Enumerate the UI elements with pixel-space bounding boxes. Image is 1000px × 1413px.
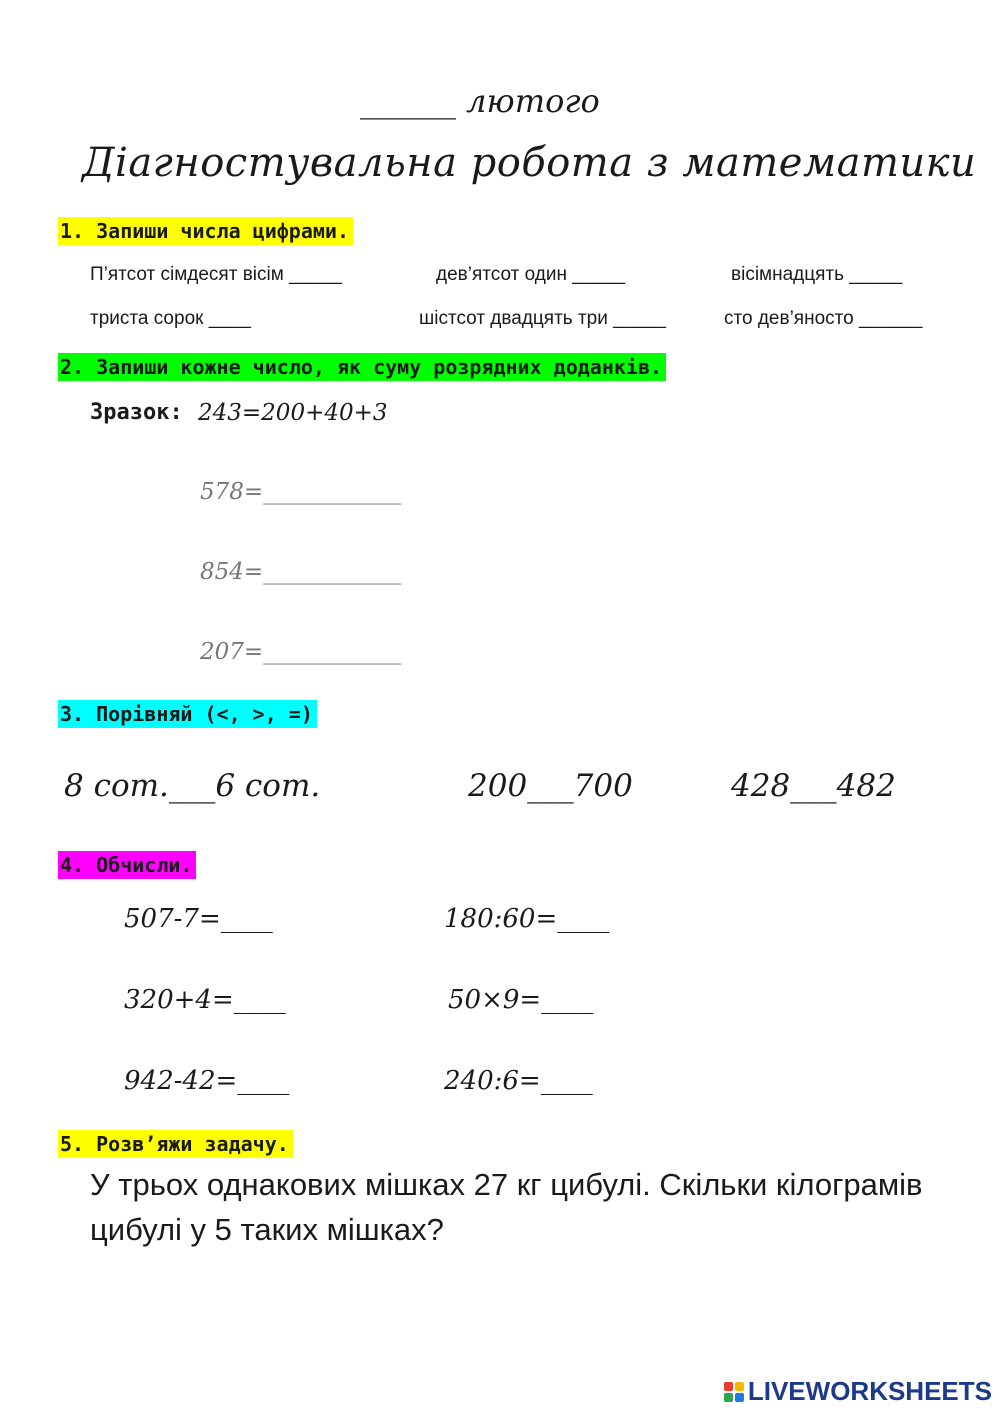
- section-3-heading: 3. Порівняй (<, >, =): [58, 700, 317, 728]
- section-4-heading: 4. Обчисли.: [58, 851, 196, 879]
- calculation-item[interactable]: 320+4=____: [124, 985, 286, 1015]
- example-expression: 243=200+40+3: [198, 400, 388, 426]
- comparison-item[interactable]: 8 сот.___6 сот.: [64, 768, 321, 804]
- expansion-exercise[interactable]: 207=____________: [200, 639, 402, 665]
- calculation-item[interactable]: 507-7=____: [124, 904, 273, 934]
- logo-mark-icon: [724, 1382, 744, 1402]
- worksheet-title: Діагностувальна робота з математики: [82, 140, 977, 186]
- number-word-item[interactable]: шістсот двадцять три _____: [419, 308, 666, 329]
- calculation-item[interactable]: 180:60=____: [444, 904, 610, 934]
- number-word-item[interactable]: триста сорок ____: [90, 308, 251, 329]
- logo-square: [724, 1382, 733, 1391]
- comparison-item[interactable]: 200___700: [468, 768, 633, 804]
- comparison-item[interactable]: 428___482: [731, 768, 896, 804]
- expansion-exercise[interactable]: 854=____________: [200, 559, 402, 585]
- calculation-item[interactable]: 240:6=____: [444, 1066, 593, 1096]
- number-word-item[interactable]: сто дев’яносто ______: [724, 308, 923, 329]
- logo-square: [735, 1393, 744, 1402]
- section-1-heading: 1. Запиши числа цифрами.: [58, 217, 353, 245]
- calculation-item[interactable]: 942-42=____: [124, 1066, 290, 1096]
- date-line: ______ лютого: [360, 82, 600, 120]
- liveworksheets-logo: [724, 1376, 992, 1407]
- logo-square: [724, 1393, 733, 1402]
- logo-text: LIVEWORKSHEETS: [747, 1376, 992, 1406]
- expansion-exercise[interactable]: 578=____________: [200, 479, 402, 505]
- calculation-item[interactable]: 50×9=____: [448, 985, 594, 1015]
- number-word-item[interactable]: вісімнадцять _____: [731, 264, 903, 285]
- number-word-item[interactable]: дев’ятсот один _____: [436, 264, 626, 285]
- word-problem-text: У трьох однакових мішках 27 кг цибулі. Скільки кілограмів цибулі у 5 таких мішках?: [90, 1167, 923, 1247]
- example-label: Зразок:: [90, 400, 183, 425]
- section-2-heading: 2. Запиши кожне число, як суму розрядних доданків.: [58, 353, 666, 381]
- number-word-item[interactable]: П’ятсот сімдесят вісім _____: [90, 264, 342, 285]
- section-5-heading: 5. Розв’яжи задачу.: [58, 1130, 293, 1158]
- logo-square: [735, 1382, 744, 1391]
